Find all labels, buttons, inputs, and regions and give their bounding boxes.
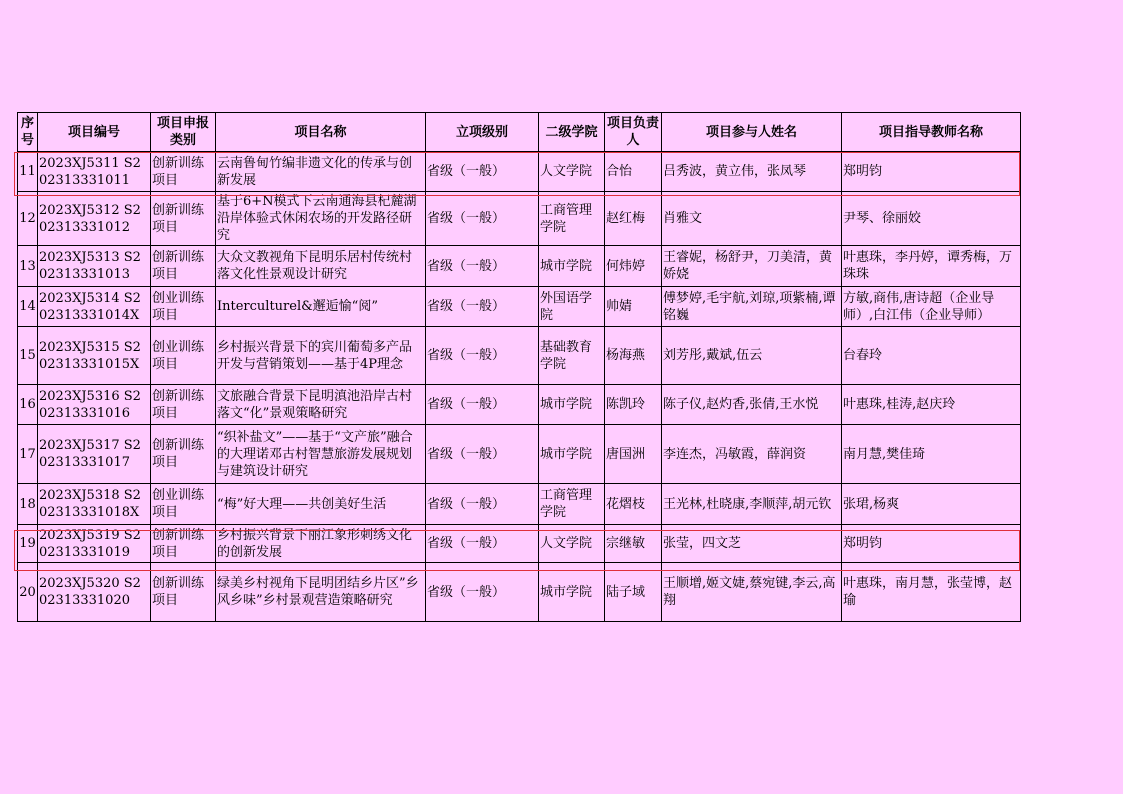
- cell-name: 基于6+N模式下云南通海县杞麓湖沿岸体验式休闲农场的开发路径研究: [216, 192, 426, 246]
- cell-category: 创新训练项目: [151, 192, 216, 246]
- table-row: [18, 287, 1021, 327]
- table-row: [18, 385, 1021, 425]
- cell-level: 省级（一般）: [426, 525, 539, 563]
- cell-no: 15: [18, 327, 38, 385]
- cell-category: 创新训练项目: [151, 246, 216, 287]
- header-row: [18, 113, 1021, 152]
- cell-level: 省级（一般）: [426, 327, 539, 385]
- cell-college: 城市学院: [539, 563, 605, 622]
- cell-no: 13: [18, 246, 38, 287]
- cell-code: 2023XJ5311 S202313331011: [38, 152, 151, 192]
- header-cell-level: 立项级别: [426, 113, 539, 152]
- header-cell-no: 序号: [18, 113, 38, 152]
- cell-name: “梅”好大理——共创美好生活: [216, 484, 426, 525]
- cell-code: 2023XJ5319 S202313331019: [38, 525, 151, 563]
- cell-leader: 唐国洲: [605, 425, 662, 484]
- table-row: [18, 525, 1021, 563]
- cell-leader: 合怡: [605, 152, 662, 192]
- cell-college: 工商管理学院: [539, 484, 605, 525]
- cell-name: 大众文教视角下昆明乐居村传统村落文化性景观设计研究: [216, 246, 426, 287]
- cell-advisors: 叶惠珠,桂涛,赵庆玲: [842, 385, 1021, 425]
- cell-leader: 杨海燕: [605, 327, 662, 385]
- cell-category: 创新训练项目: [151, 563, 216, 622]
- cell-name: 乡村振兴背景下丽江象形刺绣文化的创新发展: [216, 525, 426, 563]
- cell-advisors: 叶惠珠，李丹婷，谭秀梅，万珠珠: [842, 246, 1021, 287]
- cell-college: 城市学院: [539, 425, 605, 484]
- cell-no: 16: [18, 385, 38, 425]
- cell-code: 2023XJ5316 S202313331016: [38, 385, 151, 425]
- table-row: [18, 563, 1021, 622]
- cell-code: 2023XJ5318 S202313331018X: [38, 484, 151, 525]
- table-row: [18, 484, 1021, 525]
- table-row: [18, 425, 1021, 484]
- cell-no: 17: [18, 425, 38, 484]
- cell-leader: 宗继敏: [605, 525, 662, 563]
- cell-code: 2023XJ5315 S202313331015X: [38, 327, 151, 385]
- cell-category: 创业训练项目: [151, 287, 216, 327]
- cell-members: 李连杰，冯敏霞，薛润资: [662, 425, 842, 484]
- header-cell-code: 项目编号: [38, 113, 151, 152]
- cell-level: 省级（一般）: [426, 484, 539, 525]
- header-cell-name: 项目名称: [216, 113, 426, 152]
- cell-level: 省级（一般）: [426, 563, 539, 622]
- cell-advisors: 尹琴、徐丽姣: [842, 192, 1021, 246]
- cell-advisors: 郑明钧: [842, 152, 1021, 192]
- cell-college: 人文学院: [539, 525, 605, 563]
- header-cell-advisors: 项目指导教师名称: [842, 113, 1021, 152]
- cell-leader: 花熠枝: [605, 484, 662, 525]
- cell-members: 肖雅文: [662, 192, 842, 246]
- cell-category: 创新训练项目: [151, 385, 216, 425]
- cell-college: 城市学院: [539, 385, 605, 425]
- cell-college: 城市学院: [539, 246, 605, 287]
- cell-no: 19: [18, 525, 38, 563]
- cell-members: 张莹，四文芝: [662, 525, 842, 563]
- cell-code: 2023XJ5314 S202313331014X: [38, 287, 151, 327]
- cell-level: 省级（一般）: [426, 287, 539, 327]
- cell-members: 傅梦婷,毛宇航,刘琼,项紫楠,谭铭巍: [662, 287, 842, 327]
- cell-members: 吕秀波，黄立伟，张凤琴: [662, 152, 842, 192]
- cell-leader: 陆子域: [605, 563, 662, 622]
- cell-level: 省级（一般）: [426, 192, 539, 246]
- cell-advisors: 张珺,杨爽: [842, 484, 1021, 525]
- cell-leader: 陈凯玲: [605, 385, 662, 425]
- cell-members: 刘芳彤,戴斌,伍云: [662, 327, 842, 385]
- cell-members: 王睿妮，杨舒尹，刀美清，黄娇娆: [662, 246, 842, 287]
- cell-code: 2023XJ5312 S202313331012: [38, 192, 151, 246]
- cell-advisors: 叶惠珠，南月慧，张莹博，赵瑜: [842, 563, 1021, 622]
- cell-leader: 赵红梅: [605, 192, 662, 246]
- cell-category: 创新训练项目: [151, 425, 216, 484]
- cell-members: 王光林,杜晓康,李顺萍,胡元钦: [662, 484, 842, 525]
- cell-name: 云南鲁甸竹编非遗文化的传承与创新发展: [216, 152, 426, 192]
- header-cell-leader: 项目负责人: [605, 113, 662, 152]
- header-cell-college: 二级学院: [539, 113, 605, 152]
- cell-no: 12: [18, 192, 38, 246]
- cell-no: 20: [18, 563, 38, 622]
- cell-name: 文旅融合背景下昆明滇池沿岸古村落文“化”景观策略研究: [216, 385, 426, 425]
- cell-name: 乡村振兴背景下的宾川葡萄多产品开发与营销策划——基于4P理念: [216, 327, 426, 385]
- cell-category: 创业训练项目: [151, 484, 216, 525]
- cell-college: 基础教育学院: [539, 327, 605, 385]
- cell-level: 省级（一般）: [426, 425, 539, 484]
- cell-code: 2023XJ5320 S202313331020: [38, 563, 151, 622]
- cell-no: 14: [18, 287, 38, 327]
- cell-category: 创业训练项目: [151, 327, 216, 385]
- cell-code: 2023XJ5313 S202313331013: [38, 246, 151, 287]
- cell-no: 18: [18, 484, 38, 525]
- cell-no: 11: [18, 152, 38, 192]
- cell-advisors: 方敏,商伟,唐诗超（企业导师）,白江伟（企业导师）: [842, 287, 1021, 327]
- cell-code: 2023XJ5317 S202313331017: [38, 425, 151, 484]
- cell-college: 工商管理学院: [539, 192, 605, 246]
- cell-advisors: 郑明钧: [842, 525, 1021, 563]
- header-cell-members: 项目参与人姓名: [662, 113, 842, 152]
- cell-college: 外国语学院: [539, 287, 605, 327]
- cell-category: 创新训练项目: [151, 525, 216, 563]
- table-row: [18, 192, 1021, 246]
- table-row: [18, 152, 1021, 192]
- cell-level: 省级（一般）: [426, 152, 539, 192]
- cell-name: “织补盐文”——基于“文产旅”融合的大理诺邓古村智慧旅游发展规划与建筑设计研究: [216, 425, 426, 484]
- cell-college: 人文学院: [539, 152, 605, 192]
- cell-level: 省级（一般）: [426, 385, 539, 425]
- cell-leader: 何炜婷: [605, 246, 662, 287]
- cell-advisors: 南月慧,樊佳琦: [842, 425, 1021, 484]
- cell-name: 绿美乡村视角下昆明团结乡片区”乡风乡味”乡村景观营造策略研究: [216, 563, 426, 622]
- table-row: [18, 327, 1021, 385]
- cell-leader: 帅婧: [605, 287, 662, 327]
- cell-members: 陈子仪,赵灼香,张倩,王水悦: [662, 385, 842, 425]
- project-table: [17, 112, 1021, 622]
- table-row: [18, 246, 1021, 287]
- header-cell-category: 项目申报类别: [151, 113, 216, 152]
- cell-level: 省级（一般）: [426, 246, 539, 287]
- cell-members: 王顺增,姬文婕,蔡宛键,李云,高翔: [662, 563, 842, 622]
- cell-advisors: 台春玲: [842, 327, 1021, 385]
- cell-name: Interculturel&邂逅愉“阅”: [216, 287, 426, 327]
- table-body: [18, 152, 1021, 622]
- cell-category: 创新训练项目: [151, 152, 216, 192]
